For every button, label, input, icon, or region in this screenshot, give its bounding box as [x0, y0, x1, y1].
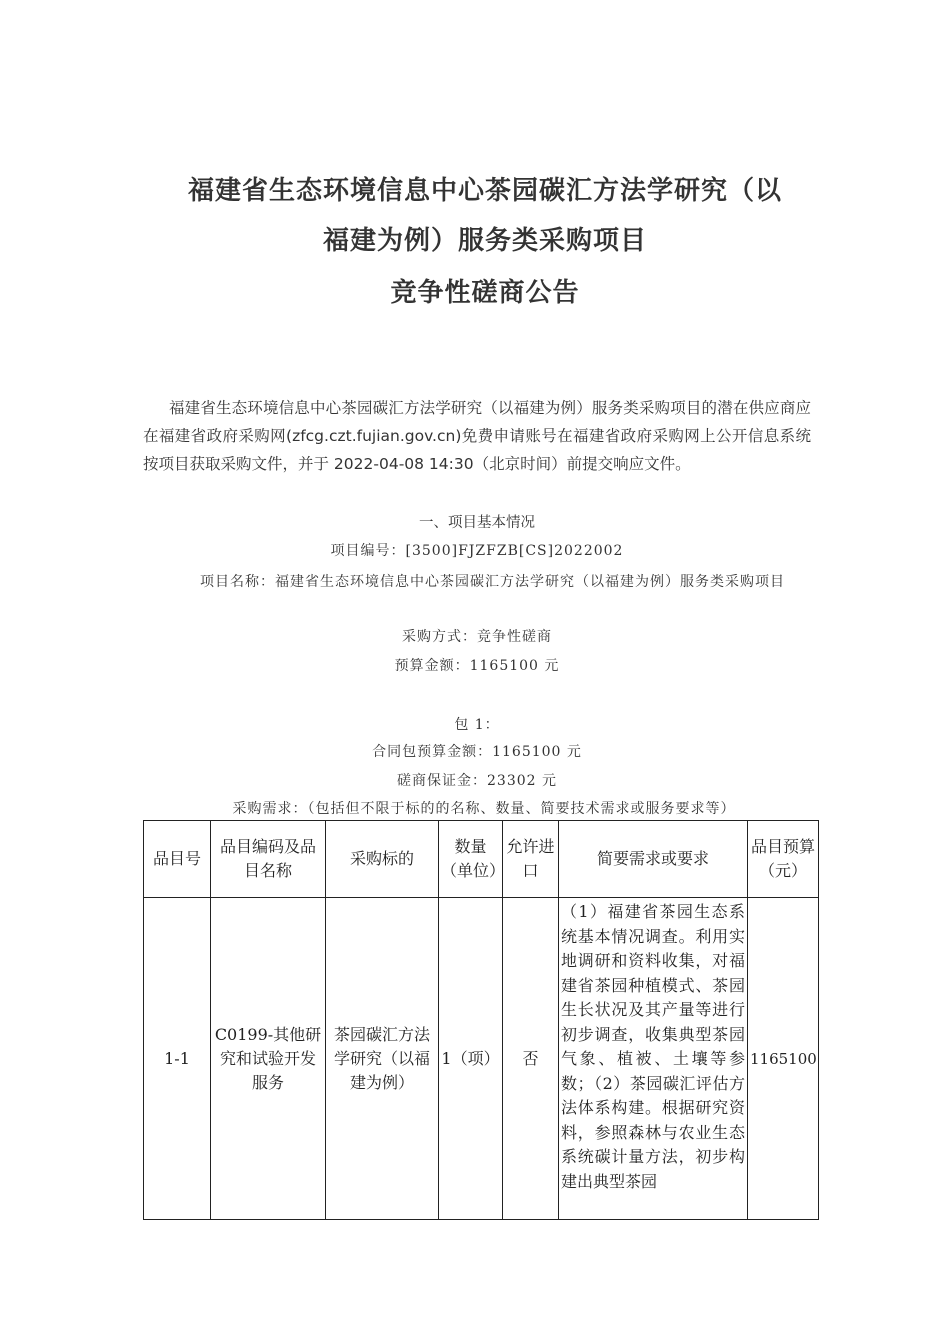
- document-title-line-1: 福建省生态环境信息中心茶园碳汇方法学研究（以: [187, 176, 782, 206]
- cell-quantity: 1（项）: [439, 898, 503, 1220]
- requirements-table: [143, 820, 819, 1220]
- header-quantity: 数量（单位）: [439, 821, 503, 898]
- contract-budget: 合同包预算金额：1165100 元: [372, 744, 582, 760]
- project-number: 项目编号：[3500]FJZFZB[CS]2022002: [330, 543, 624, 559]
- cell-requirements: （1）福建省茶园生态系统基本情况调查。利用实地调研和资料收集，对福建省茶园种植模式、茶园生长状况及其产量等进行初步调查，收集典型茶园气象、植被、土壤等参数；（2）茶园碳汇评估方法体系构建。根据研究资料，参照森林与农业生态系统碳计量方法，初步构建出典型茶园: [559, 898, 748, 1220]
- intro-paragraph: 福建省生态环境信息中心茶园碳汇方法学研究（以福建为例）服务类采购项目的潜在供应商应在福建省政府采购网(zfcg.czt.fujian.gov.cn)免费申请账号在福建省政府采购网上公开信息系统按项目获取采购文件，并于 2022-04-08 14:30（北京时间）前提交响应文件。: [143, 399, 811, 473]
- deposit-amount: 磋商保证金：23302 元: [397, 773, 557, 789]
- package-label: 包 1：: [454, 717, 500, 733]
- document-title-line-2: 福建为例）服务类采购项目: [322, 226, 647, 256]
- header-requirements: 简要需求或要求: [559, 821, 748, 898]
- cell-import: 否: [503, 898, 559, 1220]
- cell-item-code: C0199-其他研究和试验开发服务: [211, 898, 326, 1220]
- cell-budget: 1165100: [748, 898, 819, 1220]
- requirements-title: 采购需求：（包括但不限于标的的名称、数量、简要技术需求或服务要求等）: [232, 801, 736, 817]
- header-target: 采购标的: [326, 821, 439, 898]
- cell-target: 茶园碳汇方法学研究（以福建为例）: [326, 898, 439, 1220]
- header-item-code: 品目编码及品目名称: [211, 821, 326, 898]
- section-heading-project-basics: 一、项目基本情况: [419, 515, 535, 531]
- document-title-line-3: 竞争性磋商公告: [390, 278, 580, 308]
- header-item-no: 品目号: [144, 821, 211, 898]
- cell-item-no: 1-1: [144, 898, 211, 1220]
- project-name: 项目名称：福建省生态环境信息中心茶园碳汇方法学研究（以福建为例）服务类采购项目: [200, 574, 785, 590]
- purchase-method: 采购方式：竞争性磋商: [402, 629, 552, 645]
- header-import: 允许进口: [503, 821, 559, 898]
- table-header-row: [144, 821, 819, 898]
- header-budget: 品目预算（元）: [748, 821, 819, 898]
- budget-amount: 预算金额：1165100 元: [394, 658, 560, 674]
- table-row: [144, 898, 819, 1220]
